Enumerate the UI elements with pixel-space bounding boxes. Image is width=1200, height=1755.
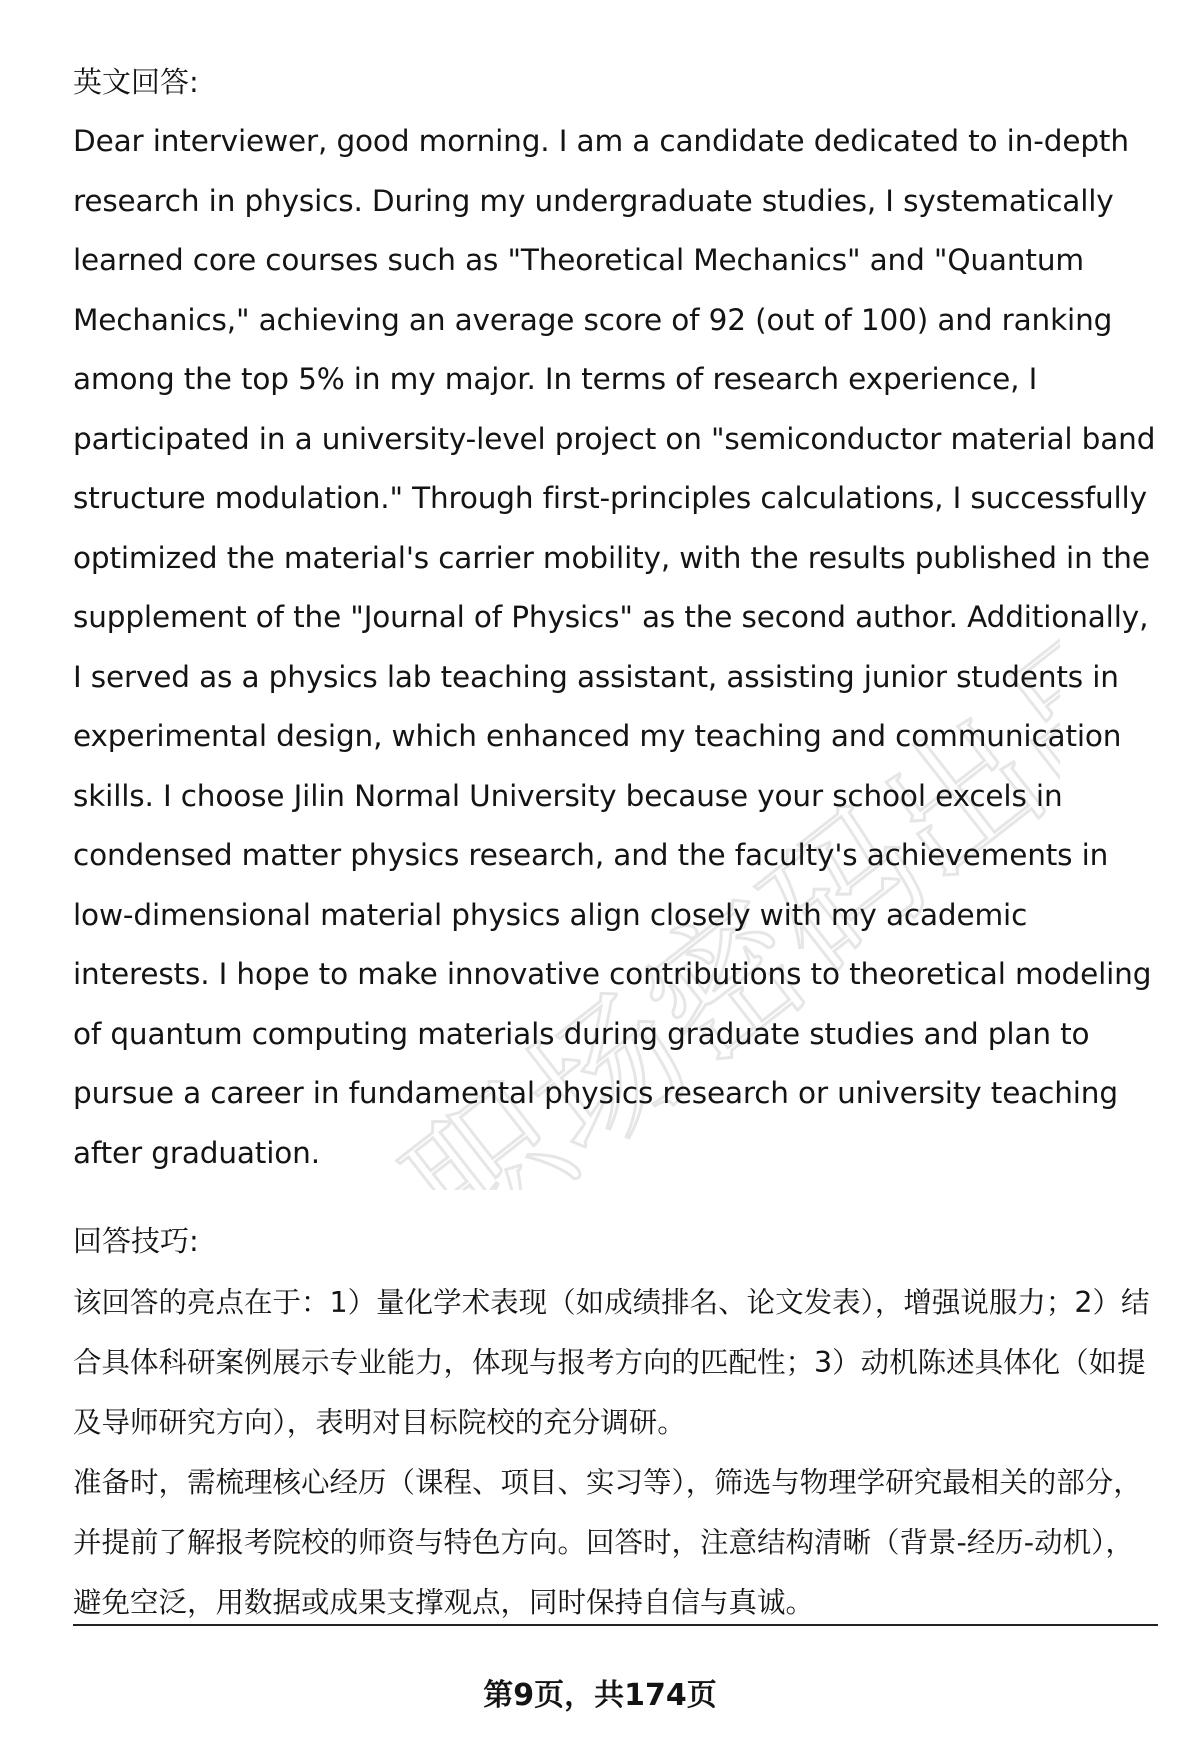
english-answer-heading: 英文回答: [73, 65, 199, 99]
watermark-text: 职场密码出品 [377, 592, 1060, 1190]
page-number: 第9页，共174页 [483, 1678, 717, 1713]
answer-tips-paragraph-2: 准备时，需梳理核心经历（课程、项目、实习等），筛选与物理学研究最相关的部分，并提前了解报考院校的师资与特色方向。回答时，注意结构清晰（背景-经历-动机），避免空泛，用数据或成果支撑观点，同时保持自信与真诚。 [73, 1466, 1142, 1619]
answer-tips-paragraph-1: 该回答的亮点在于：1）量化学术表现（如成绩排名、论文发表），增强说服力；2）结合具体科研案例展示专业能力，体现与报考方向的匹配性；3）动机陈述具体化（如提及导师研究方向），表明对目标院校的充分调研。 [73, 1286, 1150, 1439]
english-answer-text: Dear interviewer, good morning. I am a candidate dedicated to in-depth research in physics. During my undergraduate studies, I systematically learned core courses such as "Theoretical Mechanics" and "Quantum Mechanics," achieving an average score of 92 (out of 100) and ranking among the top 5% in my major. In terms of research experience, I participated in a university-level project on "semiconductor material band structure modulation." Through first-principles calculations, I successfully optimized the material's carrier mobility, with the results published in the supplement of the "Journal of Physics" as the second author. Additionally, I served as a physics lab teaching assistant, assisting junior students in experimental design, which enhanced my teaching and communication skills. I choose Jilin Normal University because your school excels in condensed matter physics research, and the faculty's achievements in low-dimensional material physics align closely with my academic interests. I hope to make innovative contributions to theoretical modeling of quantum computing materials during graduate studies and plan to pursue a career in fundamental physics research or university teaching after graduation. [73, 124, 1156, 1170]
page-content [73, 62, 1158, 1633]
answer-tips-heading: 回答技巧: [73, 1224, 199, 1258]
